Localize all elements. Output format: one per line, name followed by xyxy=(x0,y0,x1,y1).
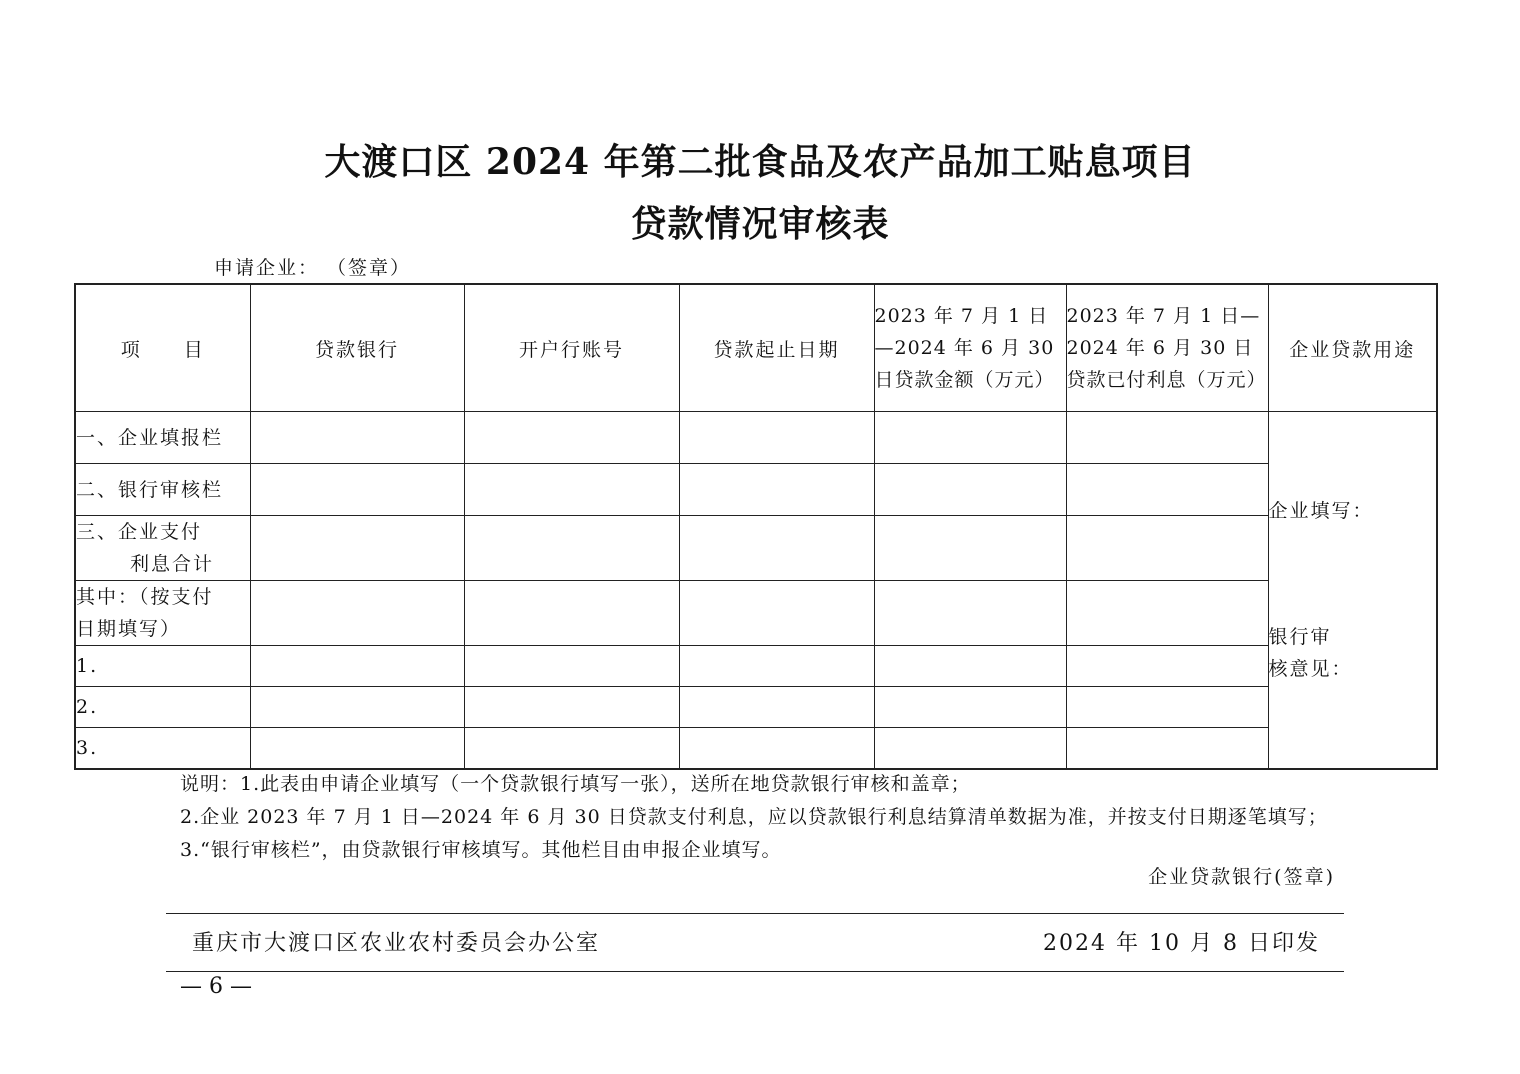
footer-divider-top xyxy=(166,913,1344,914)
issuing-office: 重庆市大渡口区农业农村委员会办公室 xyxy=(192,931,601,956)
table-cell[interactable] xyxy=(1066,412,1268,464)
bank-opinion-label-line2: 核意见： xyxy=(1268,657,1353,680)
table-cell[interactable] xyxy=(874,728,1066,769)
table-cell[interactable] xyxy=(464,687,679,728)
applicant-label: 申请企业： （签章） xyxy=(214,257,412,279)
notes xyxy=(180,768,1328,867)
table-cell[interactable] xyxy=(679,464,874,516)
table-cell[interactable] xyxy=(1066,516,1268,581)
table-cell[interactable] xyxy=(464,728,679,769)
row-label xyxy=(75,646,250,687)
table-cell[interactable] xyxy=(679,728,874,769)
note-line: 3.“银行审核栏”，由贷款银行审核填写。其他栏目由申报企业填写。 xyxy=(180,839,782,861)
row-label-text: 2. xyxy=(76,696,99,718)
header-interest-paid: 2023 年 7 月 1 日—2024 年 6 月 30 日贷款已付利息（万元） xyxy=(1066,284,1268,412)
row-label xyxy=(75,728,250,769)
issue-date: 2024 年 10 月 8 日印发 xyxy=(1043,931,1320,956)
table-cell[interactable] xyxy=(874,687,1066,728)
table-row xyxy=(75,646,1437,687)
bank-signature-label: 企业贷款银行(签章) xyxy=(1148,866,1335,888)
table-cell[interactable] xyxy=(1066,464,1268,516)
header-loan-period: 贷款起止日期 xyxy=(679,284,874,412)
row-label xyxy=(75,412,250,464)
table-cell[interactable] xyxy=(464,412,679,464)
row-label-text: 日期填写） xyxy=(76,618,182,640)
header-loan-usage: 企业贷款用途 xyxy=(1268,284,1437,412)
table-cell[interactable] xyxy=(1066,728,1268,769)
table-row xyxy=(75,687,1437,728)
table-cell[interactable] xyxy=(874,516,1066,581)
table-cell[interactable] xyxy=(464,581,679,646)
table-cell[interactable] xyxy=(250,412,464,464)
row-label xyxy=(75,581,250,646)
table-cell[interactable] xyxy=(250,728,464,769)
table-cell[interactable] xyxy=(679,412,874,464)
table-cell[interactable] xyxy=(679,581,874,646)
row-label xyxy=(75,516,250,581)
row-label-text: 三、企业支付 xyxy=(76,521,203,543)
table-row xyxy=(75,581,1437,646)
row-label-text: 利息合计 xyxy=(130,553,215,575)
document-title-line2: 贷款情况审核表 xyxy=(630,203,890,245)
table-cell[interactable] xyxy=(679,516,874,581)
row-label-text: 1. xyxy=(76,655,99,677)
table-cell[interactable] xyxy=(1066,687,1268,728)
audit-table xyxy=(74,283,1438,770)
bank-opinion-label-line1: 银行审 xyxy=(1268,625,1332,648)
table-cell[interactable] xyxy=(250,516,464,581)
table-cell[interactable] xyxy=(464,464,679,516)
header-loan-bank: 贷款银行 xyxy=(250,284,464,412)
table-cell[interactable] xyxy=(250,581,464,646)
table-cell[interactable] xyxy=(874,464,1066,516)
row-label-text: 3. xyxy=(76,736,99,759)
row-label-text: 其中：（按支付 xyxy=(76,586,214,608)
page-number: — 6 — xyxy=(180,974,252,999)
header-account: 开户行账号 xyxy=(464,284,679,412)
table-cell[interactable] xyxy=(1066,581,1268,646)
table-cell[interactable] xyxy=(464,646,679,687)
table-header-row xyxy=(75,284,1437,412)
table-cell[interactable] xyxy=(464,516,679,581)
table-cell[interactable] xyxy=(250,687,464,728)
table-cell[interactable] xyxy=(250,646,464,687)
table-cell[interactable] xyxy=(874,646,1066,687)
header-loan-amount: 2023 年 7 月 1 日—2024 年 6 月 30 日贷款金额（万元） xyxy=(874,284,1066,412)
document-title-line1: 大渡口区 2024 年第二批食品及农产品加工贴息项目 xyxy=(324,141,1196,183)
table-cell[interactable] xyxy=(679,646,874,687)
table-cell[interactable] xyxy=(1066,646,1268,687)
table-row xyxy=(75,516,1437,581)
row-label xyxy=(75,464,250,516)
header-item: 项 目 xyxy=(75,284,250,412)
footer-divider-bottom xyxy=(166,971,1344,972)
note-line: 说明：1.此表由申请企业填写（一个贷款银行填写一张），送所在地贷款银行审核和盖章； xyxy=(180,773,971,795)
table-cell[interactable] xyxy=(250,464,464,516)
table-row xyxy=(75,464,1437,516)
row-label-text: 二、银行审核栏 xyxy=(76,478,224,501)
table-row xyxy=(75,728,1437,769)
table-row xyxy=(75,412,1437,464)
table-cell[interactable] xyxy=(679,687,874,728)
note-line: 2.企业 2023 年 7 月 1 日—2024 年 6 月 30 日贷款支付利息，应以贷款银行利息结算清单数据为准，并按支付日期逐笔填写； xyxy=(180,806,1328,828)
usage-fill-label: 企业填写： xyxy=(1268,499,1374,522)
table-cell[interactable] xyxy=(874,581,1066,646)
row-label xyxy=(75,687,250,728)
usage-cell[interactable] xyxy=(1268,412,1437,769)
table-cell[interactable] xyxy=(874,412,1066,464)
row-label-text: 一、企业填报栏 xyxy=(76,426,224,449)
